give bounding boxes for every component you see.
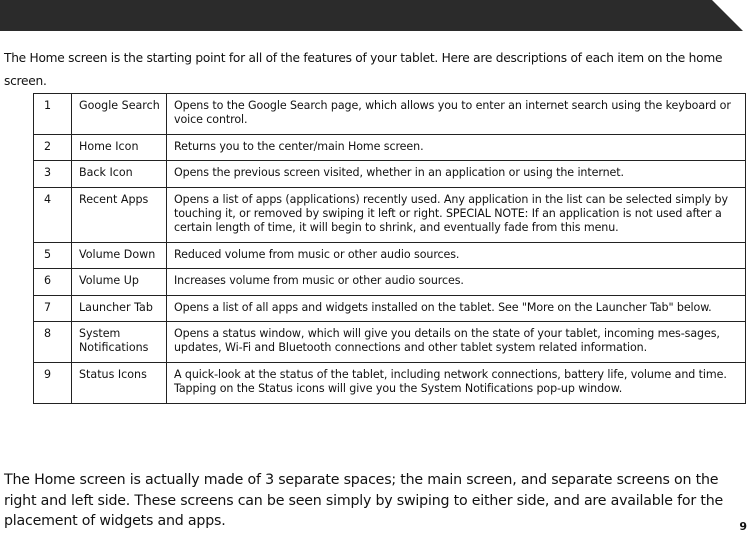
intro-paragraph: The Home screen is the starting point for all of the features of your tablet. Here are descriptions of each item on the home screen. (4, 51, 723, 88)
item-description: Opens a list of all apps and widgets installed on the tablet. See "More on the Launcher Tab" below. (167, 295, 746, 321)
item-number: 1 (34, 94, 72, 135)
table-row (34, 295, 746, 321)
item-name: Launcher Tab (72, 295, 167, 321)
table-row (34, 269, 746, 295)
item-name: Back Icon (72, 161, 167, 187)
item-number: 8 (34, 322, 72, 363)
item-description: A quick-look at the status of the tablet, including network connections, battery life, volume and time. Tapping on the Status icons will give you the System Notifications pop-up window. (167, 362, 746, 403)
item-description: Opens the previous screen visited, whether in an application or using the internet. (167, 161, 746, 187)
table-row (34, 161, 746, 187)
item-description: Opens a status window, which will give you details on the state of your tablet, incoming mes-sages, updates, Wi-Fi and Bluetooth connections and other tablet system related information. (167, 322, 746, 363)
table-row (34, 242, 746, 268)
item-name: Recent Apps (72, 187, 167, 242)
item-description: Reduced volume from music or other audio sources. (167, 242, 746, 268)
home-screen-items-table (33, 93, 746, 404)
item-name: Volume Up (72, 269, 167, 295)
page-number: 9 (739, 520, 747, 533)
item-number: 4 (34, 187, 72, 242)
table-row (34, 94, 746, 135)
item-name: Status Icons (72, 362, 167, 403)
item-description: Returns you to the center/main Home screen. (167, 134, 746, 160)
item-number: 2 (34, 134, 72, 160)
item-number: 5 (34, 242, 72, 268)
item-name: Google Search (72, 94, 167, 135)
item-name: Volume Down (72, 242, 167, 268)
item-description: Opens to the Google Search page, which allows you to enter an internet search using the keyboard or voice control. (167, 94, 746, 135)
item-description: Opens a list of apps (applications) recently used. Any application in the list can be selected simply by touching it, or removed by swiping it left or right. SPECIAL NOTE: If an application is not used after a certain length of time, it will begin to shrink, and eventually fade from this menu. (167, 187, 746, 242)
item-description: Increases volume from music or other audio sources. (167, 269, 746, 295)
item-name: System Notifications (72, 322, 167, 363)
table-row (34, 322, 746, 363)
item-number: 7 (34, 295, 72, 321)
table-row (34, 187, 746, 242)
outro-paragraph: The Home screen is actually made of 3 separate spaces; the main screen, and separate screens on the right and left side. These screens can be seen simply by swiping to either side, and are available for the placement of widgets and apps. (4, 472, 724, 529)
item-number: 6 (34, 269, 72, 295)
item-name: Home Icon (72, 134, 167, 160)
header-banner (0, 0, 753, 31)
table-row (34, 362, 746, 403)
item-number: 3 (34, 161, 72, 187)
table-row (34, 134, 746, 160)
item-number: 9 (34, 362, 72, 403)
